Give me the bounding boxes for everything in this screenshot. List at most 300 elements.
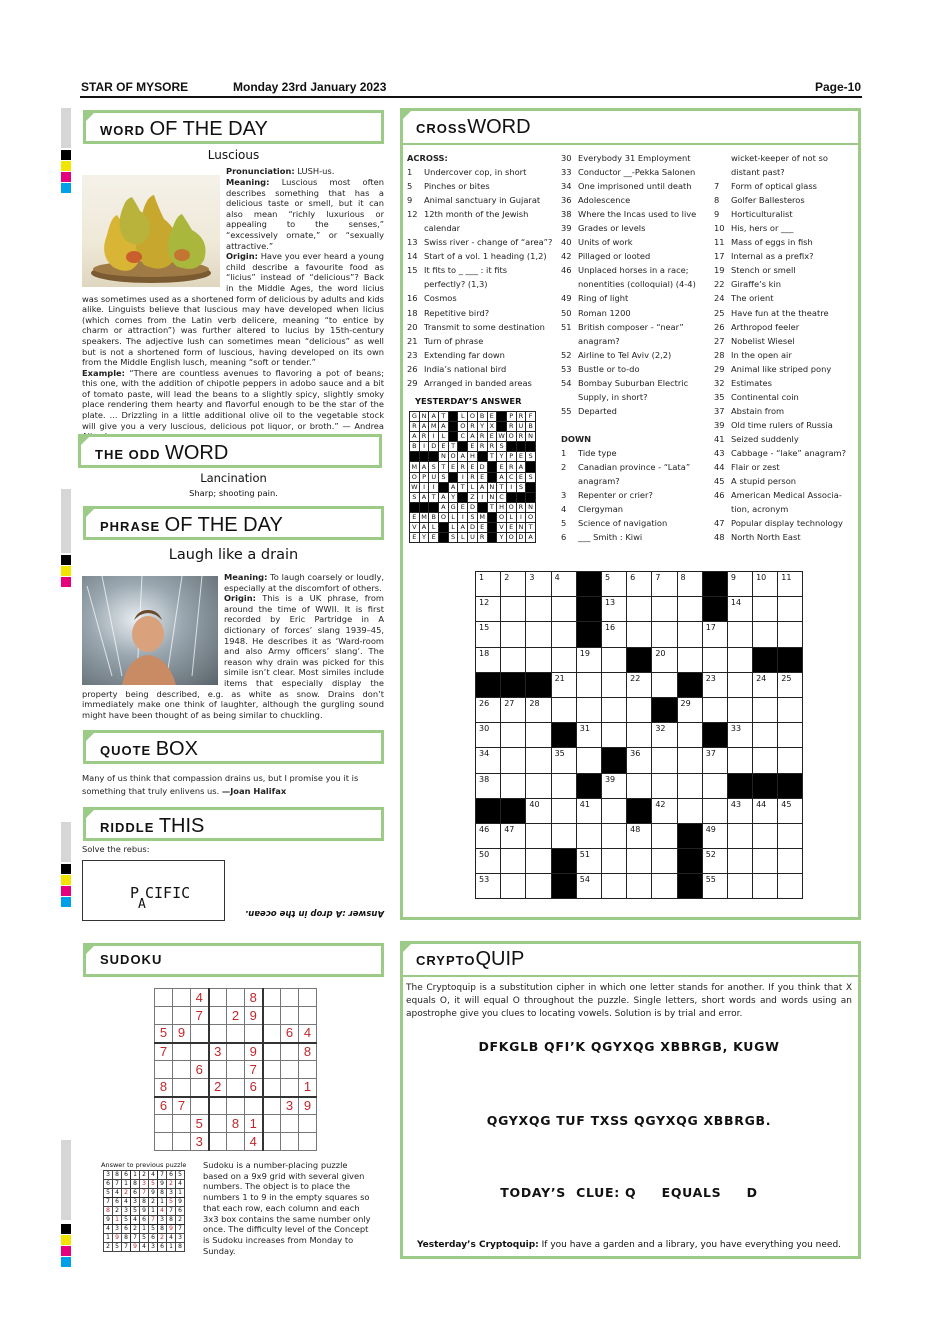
- sudoku-empty-cell[interactable]: [227, 1061, 245, 1079]
- previous-answer-cell: 6: [176, 1207, 185, 1216]
- across-clue: 5 Pinches or bites: [407, 179, 552, 193]
- previous-answer-cell: 7: [176, 1225, 185, 1234]
- sudoku-empty-cell[interactable]: [281, 1007, 299, 1025]
- sudoku-empty-cell[interactable]: [209, 1115, 227, 1133]
- sudoku-given: 3: [209, 1043, 227, 1061]
- crossword-cell[interactable]: [526, 597, 551, 622]
- crossword-cell[interactable]: 19: [576, 647, 601, 672]
- crossword-cell[interactable]: [727, 823, 752, 848]
- previous-answer-cell: 7: [140, 1189, 149, 1198]
- crossword-cell[interactable]: 34: [476, 748, 501, 773]
- answer-black-square: [516, 442, 526, 452]
- crossword-cell[interactable]: 23: [702, 672, 727, 697]
- sudoku-empty-cell[interactable]: [299, 1061, 317, 1079]
- crossword-cell[interactable]: [778, 748, 803, 773]
- crossword-cell[interactable]: [501, 874, 526, 899]
- answer-cell: R: [487, 442, 497, 452]
- across-clue: 55 Departed: [561, 404, 696, 418]
- answer-cell: R: [468, 422, 478, 432]
- crossword-cell[interactable]: [778, 622, 803, 647]
- crossword-cell[interactable]: [727, 672, 752, 697]
- crossword-cell[interactable]: 16: [601, 622, 626, 647]
- answer-cell: O: [506, 432, 516, 442]
- crossword-cell[interactable]: [702, 798, 727, 823]
- crossword-cell[interactable]: 53: [476, 874, 501, 899]
- sudoku-empty-cell[interactable]: [263, 1079, 281, 1097]
- header-big-text: QUIP: [475, 948, 525, 970]
- crossword-cell[interactable]: [501, 647, 526, 672]
- across-clue: Supply, in short?: [578, 391, 648, 402]
- sudoku-empty-cell[interactable]: [299, 1133, 317, 1151]
- crossword-cell[interactable]: [753, 597, 778, 622]
- sudoku-empty-cell[interactable]: [227, 1097, 245, 1115]
- crossword-cell[interactable]: 49: [702, 823, 727, 848]
- clue-number: 5: [407, 181, 413, 192]
- crossword-cell[interactable]: [576, 823, 601, 848]
- crossword-cell[interactable]: [601, 647, 626, 672]
- across-clue: 40 Units of work: [561, 235, 696, 249]
- crossword-cell[interactable]: [778, 697, 803, 722]
- sudoku-empty-cell[interactable]: [191, 1025, 209, 1043]
- crossword-cell[interactable]: [727, 849, 752, 874]
- crossword-cell[interactable]: [652, 597, 677, 622]
- sudoku-empty-cell[interactable]: [227, 1133, 245, 1151]
- crossword-cell[interactable]: [677, 773, 702, 798]
- crossword-cell[interactable]: [677, 622, 702, 647]
- crossword-cell[interactable]: 10: [753, 572, 778, 597]
- sudoku-empty-cell[interactable]: [155, 1133, 173, 1151]
- crossword-cell[interactable]: 43: [727, 798, 752, 823]
- sudoku-empty-cell[interactable]: [173, 1061, 191, 1079]
- sudoku-empty-cell[interactable]: [191, 1097, 209, 1115]
- crossword-cell[interactable]: [702, 773, 727, 798]
- sudoku-empty-cell[interactable]: [263, 1097, 281, 1115]
- crossword-cell[interactable]: 48: [627, 823, 652, 848]
- previous-answer-cell: 5: [167, 1198, 176, 1207]
- previous-answer-cell: 1: [122, 1180, 131, 1189]
- across-clue: 21 Turn of phrase: [407, 334, 552, 348]
- sudoku-empty-cell[interactable]: [209, 1025, 227, 1043]
- crossword-cell[interactable]: [702, 697, 727, 722]
- crossword-cell[interactable]: 14: [727, 597, 752, 622]
- crossword-cell[interactable]: 9: [727, 572, 752, 597]
- crossword-cell[interactable]: [551, 647, 576, 672]
- crossword-cell[interactable]: 25: [778, 672, 803, 697]
- crossword-cell[interactable]: [526, 723, 551, 748]
- crossword-cell[interactable]: [576, 672, 601, 697]
- sudoku-empty-cell[interactable]: [209, 1007, 227, 1025]
- clue-number: 26: [407, 363, 418, 374]
- crossword-cell[interactable]: [727, 622, 752, 647]
- previous-answer-cell: 5: [149, 1180, 158, 1189]
- sudoku-empty-cell[interactable]: [263, 1061, 281, 1079]
- clue-number: 8: [714, 195, 720, 206]
- crossword-cell[interactable]: [526, 823, 551, 848]
- previous-answer-cell: 7: [122, 1243, 131, 1252]
- crossword-cell[interactable]: 3: [526, 572, 551, 597]
- crossword-cell[interactable]: 33: [727, 723, 752, 748]
- crossword-cell[interactable]: [551, 622, 576, 647]
- crossword-cell[interactable]: [727, 748, 752, 773]
- clue-number: 53: [561, 363, 572, 374]
- sudoku-empty-cell[interactable]: [245, 1025, 263, 1043]
- sudoku-header: [83, 943, 384, 977]
- crossword-cell[interactable]: 37: [702, 748, 727, 773]
- across-clue: 1 Undercover cop, in short: [407, 165, 552, 179]
- previous-answer-cell: 9: [104, 1216, 113, 1225]
- crossword-cell[interactable]: [601, 823, 626, 848]
- crossword-cell[interactable]: 32: [652, 723, 677, 748]
- sudoku-empty-cell[interactable]: [263, 1007, 281, 1025]
- clue-number: 34: [561, 181, 572, 192]
- crossword-cell[interactable]: [778, 823, 803, 848]
- crossword-cell[interactable]: [501, 723, 526, 748]
- down-clue: 45 A stupid person: [714, 474, 846, 488]
- quote-box-header: [83, 730, 384, 764]
- sudoku-given: 7: [191, 1007, 209, 1025]
- black-square: [677, 672, 702, 697]
- sudoku-given: 9: [173, 1025, 191, 1043]
- across-clue: 9 Animal sanctuary in Gujarat: [407, 193, 552, 207]
- black-square: [576, 597, 601, 622]
- sudoku-given: 8: [155, 1079, 173, 1097]
- crossword-cell[interactable]: [526, 773, 551, 798]
- answer-cell: E: [468, 442, 478, 452]
- sudoku-empty-cell[interactable]: [155, 989, 173, 1007]
- black-square: [702, 723, 727, 748]
- crossword-cell[interactable]: 31: [576, 723, 601, 748]
- sudoku-empty-cell[interactable]: [263, 1043, 281, 1061]
- previous-answer-cell: 6: [140, 1216, 149, 1225]
- sudoku-empty-cell[interactable]: [227, 1079, 245, 1097]
- answer-cell: A: [419, 492, 429, 502]
- crossword-cell[interactable]: [627, 723, 652, 748]
- crossword-cell[interactable]: 17: [702, 622, 727, 647]
- sudoku-empty-cell[interactable]: [263, 1115, 281, 1133]
- previous-answer-cell: 8: [176, 1243, 185, 1252]
- across-clue: 16 Cosmos: [407, 291, 552, 305]
- answer-black-square: [448, 422, 458, 432]
- crossword-grid[interactable]: [475, 571, 803, 899]
- down-clue: 29 Animal like striped pony: [714, 362, 846, 376]
- crossword-cell[interactable]: 38: [476, 773, 501, 798]
- sudoku-empty-cell[interactable]: [281, 1133, 299, 1151]
- crossword-cell[interactable]: 44: [753, 798, 778, 823]
- crossword-cell[interactable]: 47: [501, 823, 526, 848]
- crossword-cell[interactable]: [677, 798, 702, 823]
- answer-black-square: [487, 462, 497, 472]
- crossword-cell[interactable]: 22: [627, 672, 652, 697]
- previous-answer-cell: 7: [149, 1216, 158, 1225]
- answer-cell: T: [429, 492, 439, 502]
- crossword-cell[interactable]: [601, 672, 626, 697]
- previous-answer-cell: 3: [140, 1180, 149, 1189]
- crossword-cell[interactable]: [501, 597, 526, 622]
- sudoku-empty-cell[interactable]: [155, 1115, 173, 1133]
- answer-black-square: [497, 422, 507, 432]
- crossword-cell[interactable]: [627, 849, 652, 874]
- crossword-cell[interactable]: [677, 597, 702, 622]
- crossword-cell[interactable]: [753, 697, 778, 722]
- down-clue: 25 Have fun at the theatre: [714, 306, 846, 320]
- crossword-cell[interactable]: [627, 597, 652, 622]
- previous-answer-cell: 7: [113, 1180, 122, 1189]
- crossword-cell[interactable]: [652, 849, 677, 874]
- crossword-cell[interactable]: 11: [778, 572, 803, 597]
- sudoku-empty-cell[interactable]: [191, 1079, 209, 1097]
- crossword-cell[interactable]: 13: [601, 597, 626, 622]
- crossword-cell[interactable]: [551, 798, 576, 823]
- sudoku-empty-cell[interactable]: [191, 1043, 209, 1061]
- crossword-cell[interactable]: 5: [601, 572, 626, 597]
- sudoku-empty-cell[interactable]: [209, 1097, 227, 1115]
- clue-number: 19: [714, 265, 725, 276]
- corner-triangle: [400, 108, 414, 122]
- answer-black-square: [477, 452, 487, 462]
- crossword-cell[interactable]: 24: [753, 672, 778, 697]
- clue-number: 30: [561, 153, 572, 163]
- header-small-text: CROSS: [416, 121, 468, 136]
- quote-author: —Joan Halifax: [221, 785, 287, 796]
- crossword-cell[interactable]: 46: [476, 823, 501, 848]
- sudoku-empty-cell[interactable]: [227, 989, 245, 1007]
- sudoku-empty-cell[interactable]: [299, 1007, 317, 1025]
- crossword-cell[interactable]: [526, 849, 551, 874]
- previous-answer-cell: 2: [176, 1216, 185, 1225]
- sudoku-empty-cell[interactable]: [227, 1025, 245, 1043]
- crossword-cell[interactable]: [753, 748, 778, 773]
- sudoku-empty-cell[interactable]: [299, 989, 317, 1007]
- crossword-cell[interactable]: [627, 622, 652, 647]
- crossword-cell[interactable]: 54: [576, 874, 601, 899]
- previous-answer-cell: 4: [104, 1225, 113, 1234]
- crossword-cell[interactable]: 7: [652, 572, 677, 597]
- down-clue: 35 Continental coin: [714, 390, 846, 404]
- crossword-cell[interactable]: 2: [501, 572, 526, 597]
- sudoku-empty-cell[interactable]: [173, 1115, 191, 1133]
- crossword-cell[interactable]: [501, 849, 526, 874]
- sudoku-empty-cell[interactable]: [281, 989, 299, 1007]
- crossword-cell[interactable]: [627, 874, 652, 899]
- answer-cell: A: [439, 492, 449, 502]
- crossword-cell[interactable]: [501, 773, 526, 798]
- down-clue: 9 Horticulturalist: [714, 207, 846, 221]
- crossword-cell[interactable]: 27: [501, 697, 526, 722]
- sudoku-empty-cell[interactable]: [173, 1007, 191, 1025]
- crossword-cell[interactable]: [551, 823, 576, 848]
- crossword-cell[interactable]: 28: [526, 697, 551, 722]
- sudoku-empty-cell[interactable]: [209, 1061, 227, 1079]
- previous-answer-cell: 4: [176, 1180, 185, 1189]
- crossword-cell[interactable]: 8: [677, 572, 702, 597]
- crossword-cell[interactable]: [677, 748, 702, 773]
- crossword-cell[interactable]: 52: [702, 849, 727, 874]
- issue-date: Monday 23rd January 2023: [233, 80, 387, 94]
- sudoku-empty-cell[interactable]: [209, 1133, 227, 1151]
- crossword-cell[interactable]: [753, 874, 778, 899]
- crossword-cell[interactable]: [652, 672, 677, 697]
- sudoku-empty-cell[interactable]: [209, 989, 227, 1007]
- sudoku-empty-cell[interactable]: [173, 989, 191, 1007]
- crossword-cell[interactable]: [526, 748, 551, 773]
- sudoku-given: 6: [191, 1061, 209, 1079]
- sudoku-empty-cell[interactable]: [281, 1043, 299, 1061]
- crossword-cell[interactable]: [652, 823, 677, 848]
- previous-answer-cell: 2: [158, 1234, 167, 1243]
- crossword-cell[interactable]: 29: [677, 697, 702, 722]
- crossword-cell[interactable]: [652, 874, 677, 899]
- answer-cell: X: [487, 422, 497, 432]
- black-square: [677, 874, 702, 899]
- crossword-cell[interactable]: [778, 597, 803, 622]
- black-square: [476, 672, 501, 697]
- riddle-header: [83, 807, 384, 841]
- sudoku-empty-cell[interactable]: [263, 1133, 281, 1151]
- crossword-cell[interactable]: 42: [652, 798, 677, 823]
- crossword-cell[interactable]: [526, 622, 551, 647]
- crossword-cell[interactable]: [601, 697, 626, 722]
- crossword-cell[interactable]: [601, 849, 626, 874]
- answer-cell: S: [429, 462, 439, 472]
- down-clue: 7 Form of optical glass: [714, 179, 846, 193]
- crossword-cell[interactable]: 36: [627, 748, 652, 773]
- crossword-cell[interactable]: [526, 647, 551, 672]
- crossword-cell[interactable]: 40: [526, 798, 551, 823]
- crossword-cell[interactable]: 51: [576, 849, 601, 874]
- answer-cell: I: [419, 482, 429, 492]
- answer-cell: N: [419, 412, 429, 422]
- answer-black-square: [439, 523, 449, 533]
- sudoku-empty-cell[interactable]: [173, 1043, 191, 1061]
- sudoku-given: 5: [155, 1025, 173, 1043]
- crossword-cell[interactable]: 4: [551, 572, 576, 597]
- crossword-cell[interactable]: [727, 874, 752, 899]
- sudoku-empty-cell[interactable]: [173, 1133, 191, 1151]
- down-clue: 10 His, hers or ___: [714, 221, 846, 235]
- black-square: [601, 748, 626, 773]
- crossword-cell[interactable]: [677, 647, 702, 672]
- crossword-cell[interactable]: 50: [476, 849, 501, 874]
- crossword-cell[interactable]: [601, 798, 626, 823]
- sudoku-empty-cell[interactable]: [245, 1097, 263, 1115]
- crossword-cell[interactable]: 6: [627, 572, 652, 597]
- crossword-cell[interactable]: [601, 874, 626, 899]
- sudoku-empty-cell[interactable]: [155, 1061, 173, 1079]
- answer-cell: G: [410, 412, 420, 422]
- clue-number: 10: [714, 223, 725, 234]
- crossword-cell[interactable]: [501, 622, 526, 647]
- crossword-cell[interactable]: 20: [652, 647, 677, 672]
- sudoku-empty-cell[interactable]: [155, 1007, 173, 1025]
- answer-cell: S: [468, 512, 478, 522]
- crossword-cell[interactable]: [576, 748, 601, 773]
- sudoku-empty-cell[interactable]: [281, 1079, 299, 1097]
- clue-number: 1: [407, 167, 413, 178]
- crossword-cell[interactable]: [601, 723, 626, 748]
- crossword-cell[interactable]: [551, 697, 576, 722]
- crossword-cell[interactable]: 21: [551, 672, 576, 697]
- answer-black-square: [506, 442, 516, 452]
- answer-cell: R: [516, 412, 526, 422]
- answer-cell: I: [458, 512, 468, 522]
- sudoku-empty-cell[interactable]: [227, 1043, 245, 1061]
- across-clue: 12 12th month of the Jewish: [407, 207, 552, 221]
- crossword-cell[interactable]: [526, 874, 551, 899]
- sudoku-empty-cell[interactable]: [263, 1025, 281, 1043]
- crossword-cell[interactable]: [652, 748, 677, 773]
- crossword-cell[interactable]: 18: [476, 647, 501, 672]
- crossword-cell[interactable]: 15: [476, 622, 501, 647]
- crossword-cell[interactable]: [727, 697, 752, 722]
- sudoku-empty-cell[interactable]: [263, 989, 281, 1007]
- crossword-cell[interactable]: [778, 723, 803, 748]
- crossword-cell[interactable]: 26: [476, 697, 501, 722]
- black-square: [526, 672, 551, 697]
- crossword-cell[interactable]: [551, 773, 576, 798]
- crossword-cell[interactable]: [753, 723, 778, 748]
- crossword-cell[interactable]: [652, 773, 677, 798]
- previous-answer-cell: 4: [167, 1234, 176, 1243]
- registration-mark-black: [61, 1224, 71, 1234]
- crossword-cell[interactable]: [778, 874, 803, 899]
- crossword-cell[interactable]: [753, 849, 778, 874]
- answer-cell: U: [429, 472, 439, 482]
- answer-cell: E: [477, 472, 487, 482]
- crossword-cell[interactable]: [753, 622, 778, 647]
- sudoku-empty-cell[interactable]: [281, 1061, 299, 1079]
- crossword-cell[interactable]: [627, 773, 652, 798]
- crossword-cell[interactable]: 1: [476, 572, 501, 597]
- crossword-cell[interactable]: 30: [476, 723, 501, 748]
- crossword-cell[interactable]: [727, 647, 752, 672]
- answer-black-square: [526, 492, 536, 502]
- crossword-cell[interactable]: 35: [551, 748, 576, 773]
- answer-cell: R: [477, 432, 487, 442]
- answer-cell: I: [458, 472, 468, 482]
- crossword-cell[interactable]: [677, 723, 702, 748]
- crossword-cell[interactable]: 41: [576, 798, 601, 823]
- crossword-cell[interactable]: 55: [702, 874, 727, 899]
- answer-cell: A: [458, 523, 468, 533]
- black-square: [727, 773, 752, 798]
- crossword-cell[interactable]: 39: [601, 773, 626, 798]
- answer-cell: R: [506, 462, 516, 472]
- sudoku-empty-cell[interactable]: [173, 1079, 191, 1097]
- across-clue: 13 Swiss river - change of “area”?: [407, 235, 552, 249]
- crossword-cell[interactable]: [702, 647, 727, 672]
- crossword-cell[interactable]: 12: [476, 597, 501, 622]
- answer-cell: G: [448, 502, 458, 512]
- crossword-cell[interactable]: [627, 697, 652, 722]
- sudoku-grid[interactable]: [154, 988, 317, 1151]
- sudoku-empty-cell[interactable]: [299, 1115, 317, 1133]
- crossword-cell[interactable]: [753, 823, 778, 848]
- black-square: [501, 672, 526, 697]
- down-clue: 17 Internal as a prefix?: [714, 249, 846, 263]
- crossword-cell[interactable]: [551, 597, 576, 622]
- crossword-cell[interactable]: [778, 849, 803, 874]
- crossword-cell[interactable]: [652, 622, 677, 647]
- odd-word-title: Lancination: [200, 471, 267, 485]
- sudoku-given: 8: [245, 989, 263, 1007]
- crossword-cell[interactable]: [576, 697, 601, 722]
- sudoku-empty-cell[interactable]: [281, 1115, 299, 1133]
- crossword-cell[interactable]: 45: [778, 798, 803, 823]
- crossword-cell[interactable]: [501, 748, 526, 773]
- across-clue: 46 Unplaced horses in a race;: [561, 263, 696, 277]
- previous-answer-cell: 6: [104, 1180, 113, 1189]
- registration-mark-magenta: [61, 577, 71, 587]
